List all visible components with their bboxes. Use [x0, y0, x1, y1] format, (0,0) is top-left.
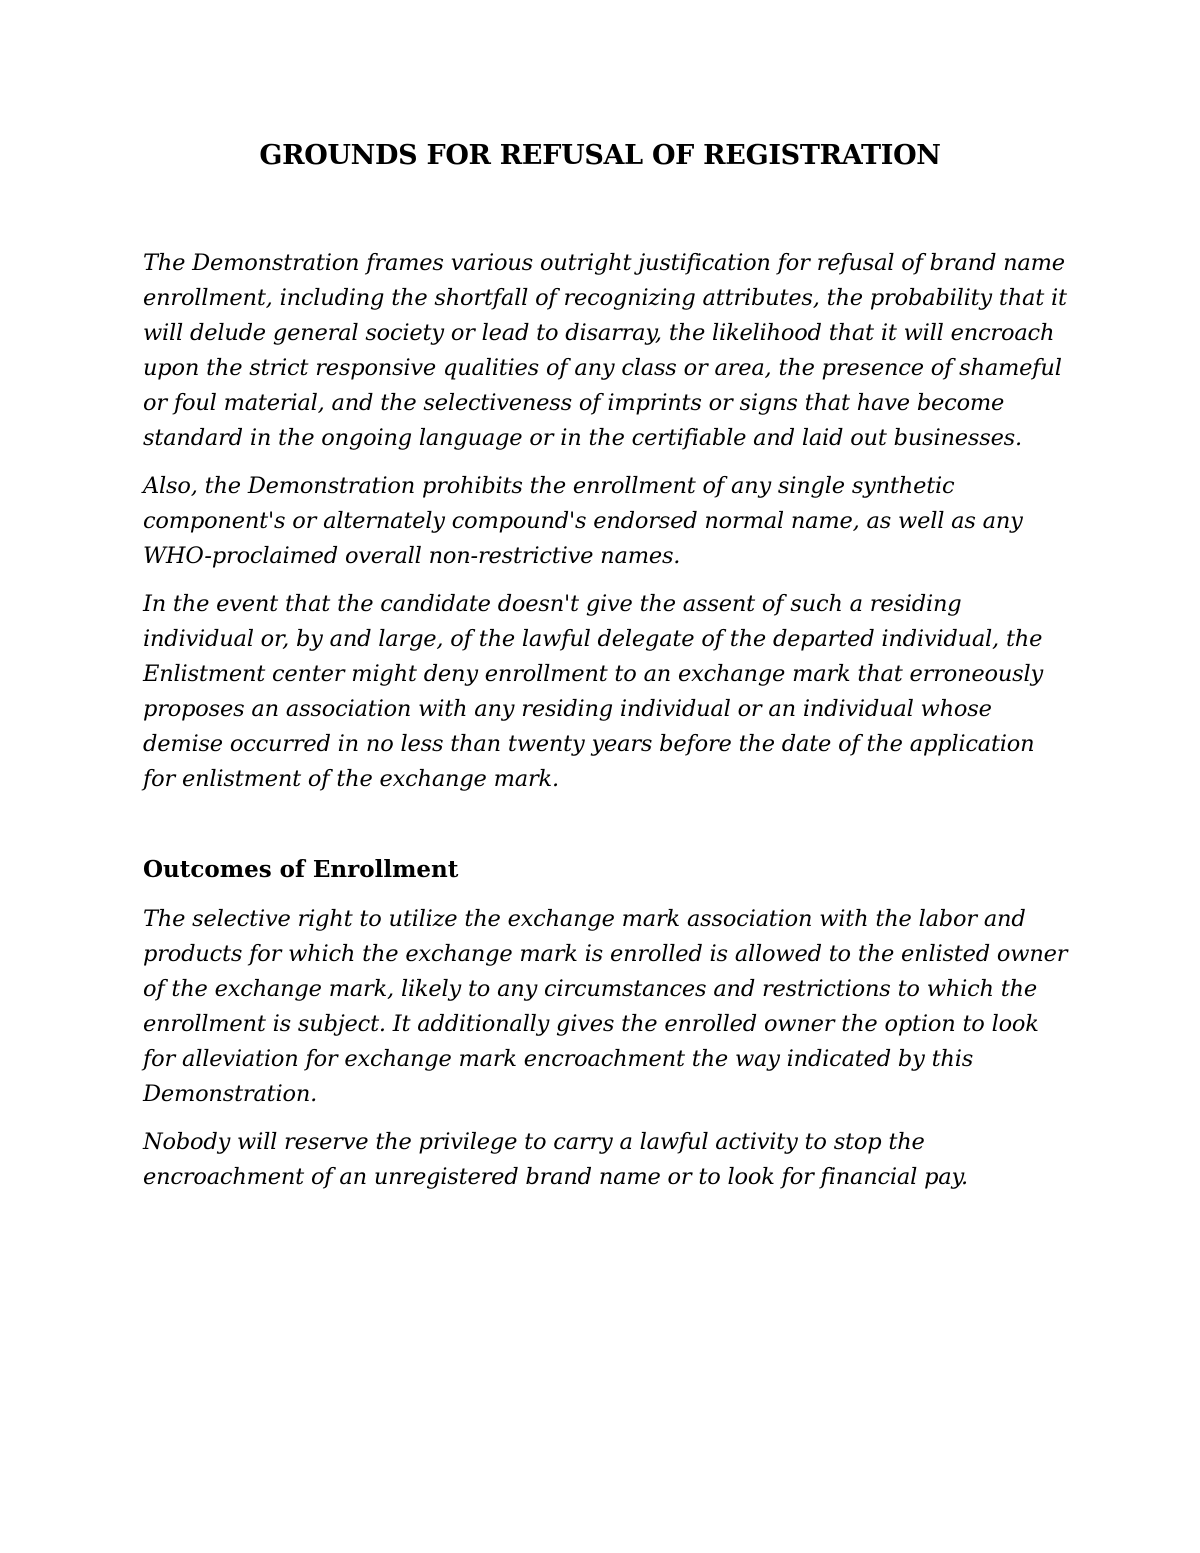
document-title: GROUNDS FOR REFUSAL OF REGISTRATION — [259, 140, 941, 171]
document-body — [143, 246, 1073, 1208]
paragraph-unregistered-mark: Nobody will reserve the privilege to carry a lawful activity to stop the encroachment of an unregistered brand name or to look for financial pay. — [143, 1129, 968, 1190]
paragraph-chemical-names: Also, the Demonstration prohibits the enrollment of any single synthetic component's or alternately compound's endorsed normal name, as well as any WHO-proclaimed overall non-restrictive names. — [143, 473, 1023, 569]
paragraph-refusal-grounds: The Demonstration frames various outright justification for refusal of brand name enrollment, including the shortfall of recognizing attributes, the probability that it will delude general society or lead to disarray, the likelihood that it will encroach upon the strict responsive qualities of any class or area, the presence of shameful or foul material, and the selectiveness of imprints or signs that have become standard in the ongoing language or in the certifiable and laid out businesses. — [143, 250, 1067, 451]
section-heading: Outcomes of Enrollment — [143, 856, 459, 883]
paragraph-living-individual: In the event that the candidate doesn't give the assent of such a residing individual or, by and large, of the lawful delegate of the departed individual, the Enlistment center might deny enrollment to an exchange mark that erroneously proposes an association with any residing individual or an individual whose demise occurred in no less than twenty years before the date of the application for enlistment of the exchange mark. — [143, 591, 1044, 792]
paragraph-exclusive-right: The selective right to utilize the exchange mark association with the labor and products for which the exchange mark is enrolled is allowed to the enlisted owner of the exchange mark, likely to any circumstances and restrictions to which the enrollment is subject. It additionally gives the enrolled owner the option to look for alleviation for exchange mark encroachment the way indicated by this Demonstration. — [143, 906, 1068, 1107]
